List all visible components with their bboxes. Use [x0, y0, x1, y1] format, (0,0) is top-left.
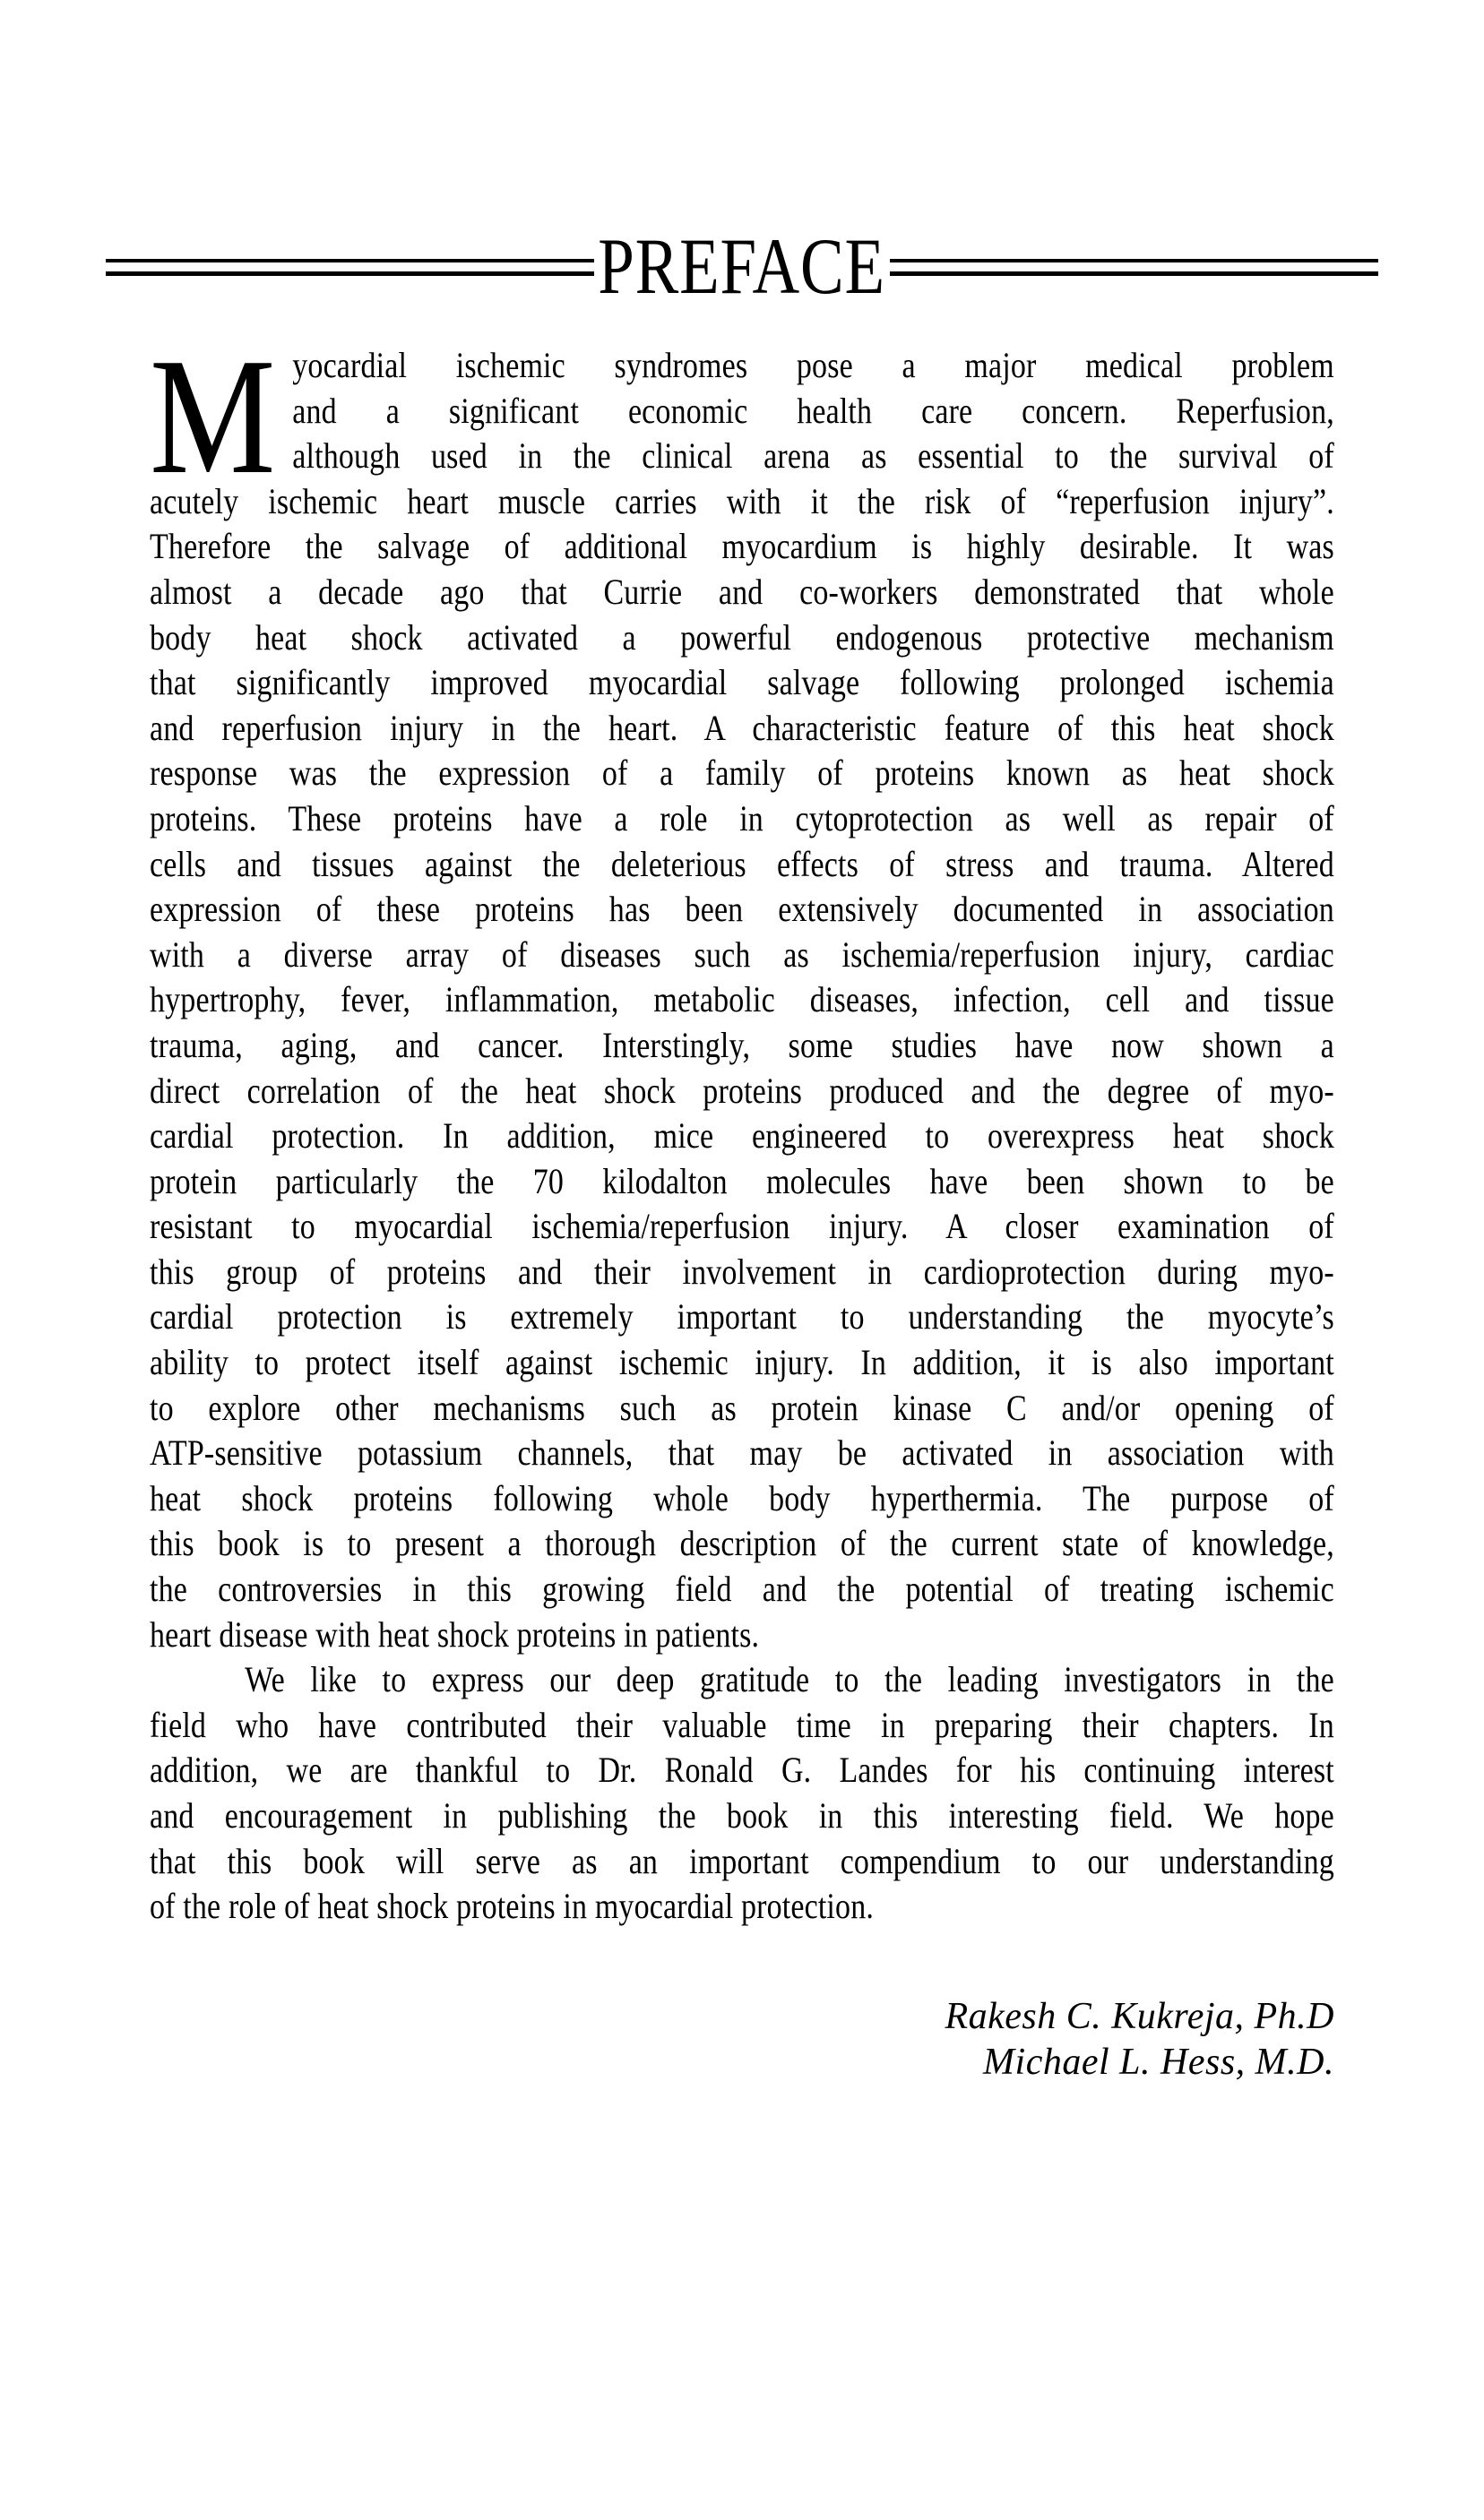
text-line: ATP-sensitive potassium channels, that may be activated in association with — [150, 1432, 1334, 1474]
text-line: almost a decade ago that Currie and co-workers demonstrated that whole — [150, 571, 1334, 612]
right-double-rule — [890, 259, 1378, 276]
text-line: We like to express our deep gratitude to the leading investigators in the — [245, 1659, 1334, 1700]
text-line: resistant to myocardial ischemia/reperfusion injury. A closer examination of — [150, 1206, 1334, 1247]
text-line: field who have contributed their valuable time in preparing their chapters. In — [150, 1704, 1334, 1745]
text-line: to explore other mechanisms such as protein kinase C and/or opening of — [150, 1387, 1334, 1428]
signature-line: Michael L. Hess, M.D. — [983, 2042, 1334, 2083]
text-line: with a diverse array of diseases such as ischemia/reperfusion injury, cardiac — [150, 933, 1334, 975]
text-line: yocardial ischemic syndromes pose a major medical problem — [292, 345, 1334, 385]
text-line: cardial protection. In addition, mice engineered to overexpress heat shock — [150, 1115, 1334, 1157]
text-line: response was the expression of a family of proteins known as heat shock — [150, 753, 1334, 794]
page-title: PREFACE — [598, 223, 886, 311]
text-line: that significantly improved myocardial salvage following prolonged ischemia — [150, 662, 1334, 703]
left-double-rule — [106, 259, 594, 276]
text-line: proteins. These proteins have a role in cytoprotection as well as repair of — [150, 797, 1334, 839]
text-line: and a significant economic health care concern. Reperfusion, — [292, 390, 1334, 431]
text-line: hypertrophy, fever, inflammation, metabolic diseases, infection, cell and tissue — [150, 979, 1334, 1020]
text-line: although used in the clinical arena as essential to the survival of — [292, 435, 1334, 477]
text-line: heat shock proteins following whole body hyperthermia. The purpose of — [150, 1477, 1334, 1518]
text-line: of the role of heat shock proteins in myocardial protection. — [150, 1886, 875, 1927]
preface-heading — [106, 223, 1378, 311]
text-line: Therefore the salvage of additional myocardium is highly desirable. It was — [150, 526, 1334, 567]
text-line: protein particularly the 70 kilodalton molecules have been shown to be — [150, 1160, 1334, 1201]
text-line: addition, we are thankful to Dr. Ronald G. Landes for his continuing interest — [150, 1750, 1334, 1791]
drop-cap: M — [150, 324, 276, 509]
signature-line: Rakesh C. Kukreja, Ph.D — [945, 1996, 1334, 2037]
text-line: and encouragement in publishing the book in this interesting field. We hope — [150, 1795, 1334, 1836]
text-line: this group of proteins and their involvement in cardioprotection during myo- — [150, 1251, 1334, 1292]
text-line: cells and tissues against the deleterious effects of stress and trauma. Altered — [150, 843, 1334, 884]
text-line: ability to protect itself against ischemic injury. In addition, it is also important — [150, 1342, 1334, 1383]
text-line: this book is to present a thorough description of the current state of knowledge, — [150, 1523, 1334, 1564]
text-line: and reperfusion injury in the heart. A characteristic feature of this heat shock — [150, 707, 1334, 748]
text-line: trauma, aging, and cancer. Interstingly, some studies have now shown a — [150, 1024, 1334, 1065]
text-line: heart disease with heat shock proteins in patients. — [150, 1613, 760, 1655]
text-line: that this book will serve as an important compendium to our understanding — [150, 1840, 1334, 1881]
author-signatures — [627, 1994, 1334, 2086]
text-line: expression of these proteins has been extensively documented in association — [150, 889, 1334, 930]
preface-body — [150, 324, 1334, 1930]
text-line: direct correlation of the heat shock proteins produced and the degree of myo- — [150, 1070, 1334, 1111]
text-line: the controversies in this growing field and the potential of treating ischemic — [150, 1569, 1334, 1610]
text-line: cardial protection is extremely important to understanding the myocyte’s — [150, 1296, 1334, 1337]
text-line: acutely ischemic heart muscle carries with it the risk of “reperfusion injury”. — [150, 480, 1334, 521]
text-line: body heat shock activated a powerful endogenous protective mechanism — [150, 616, 1334, 658]
